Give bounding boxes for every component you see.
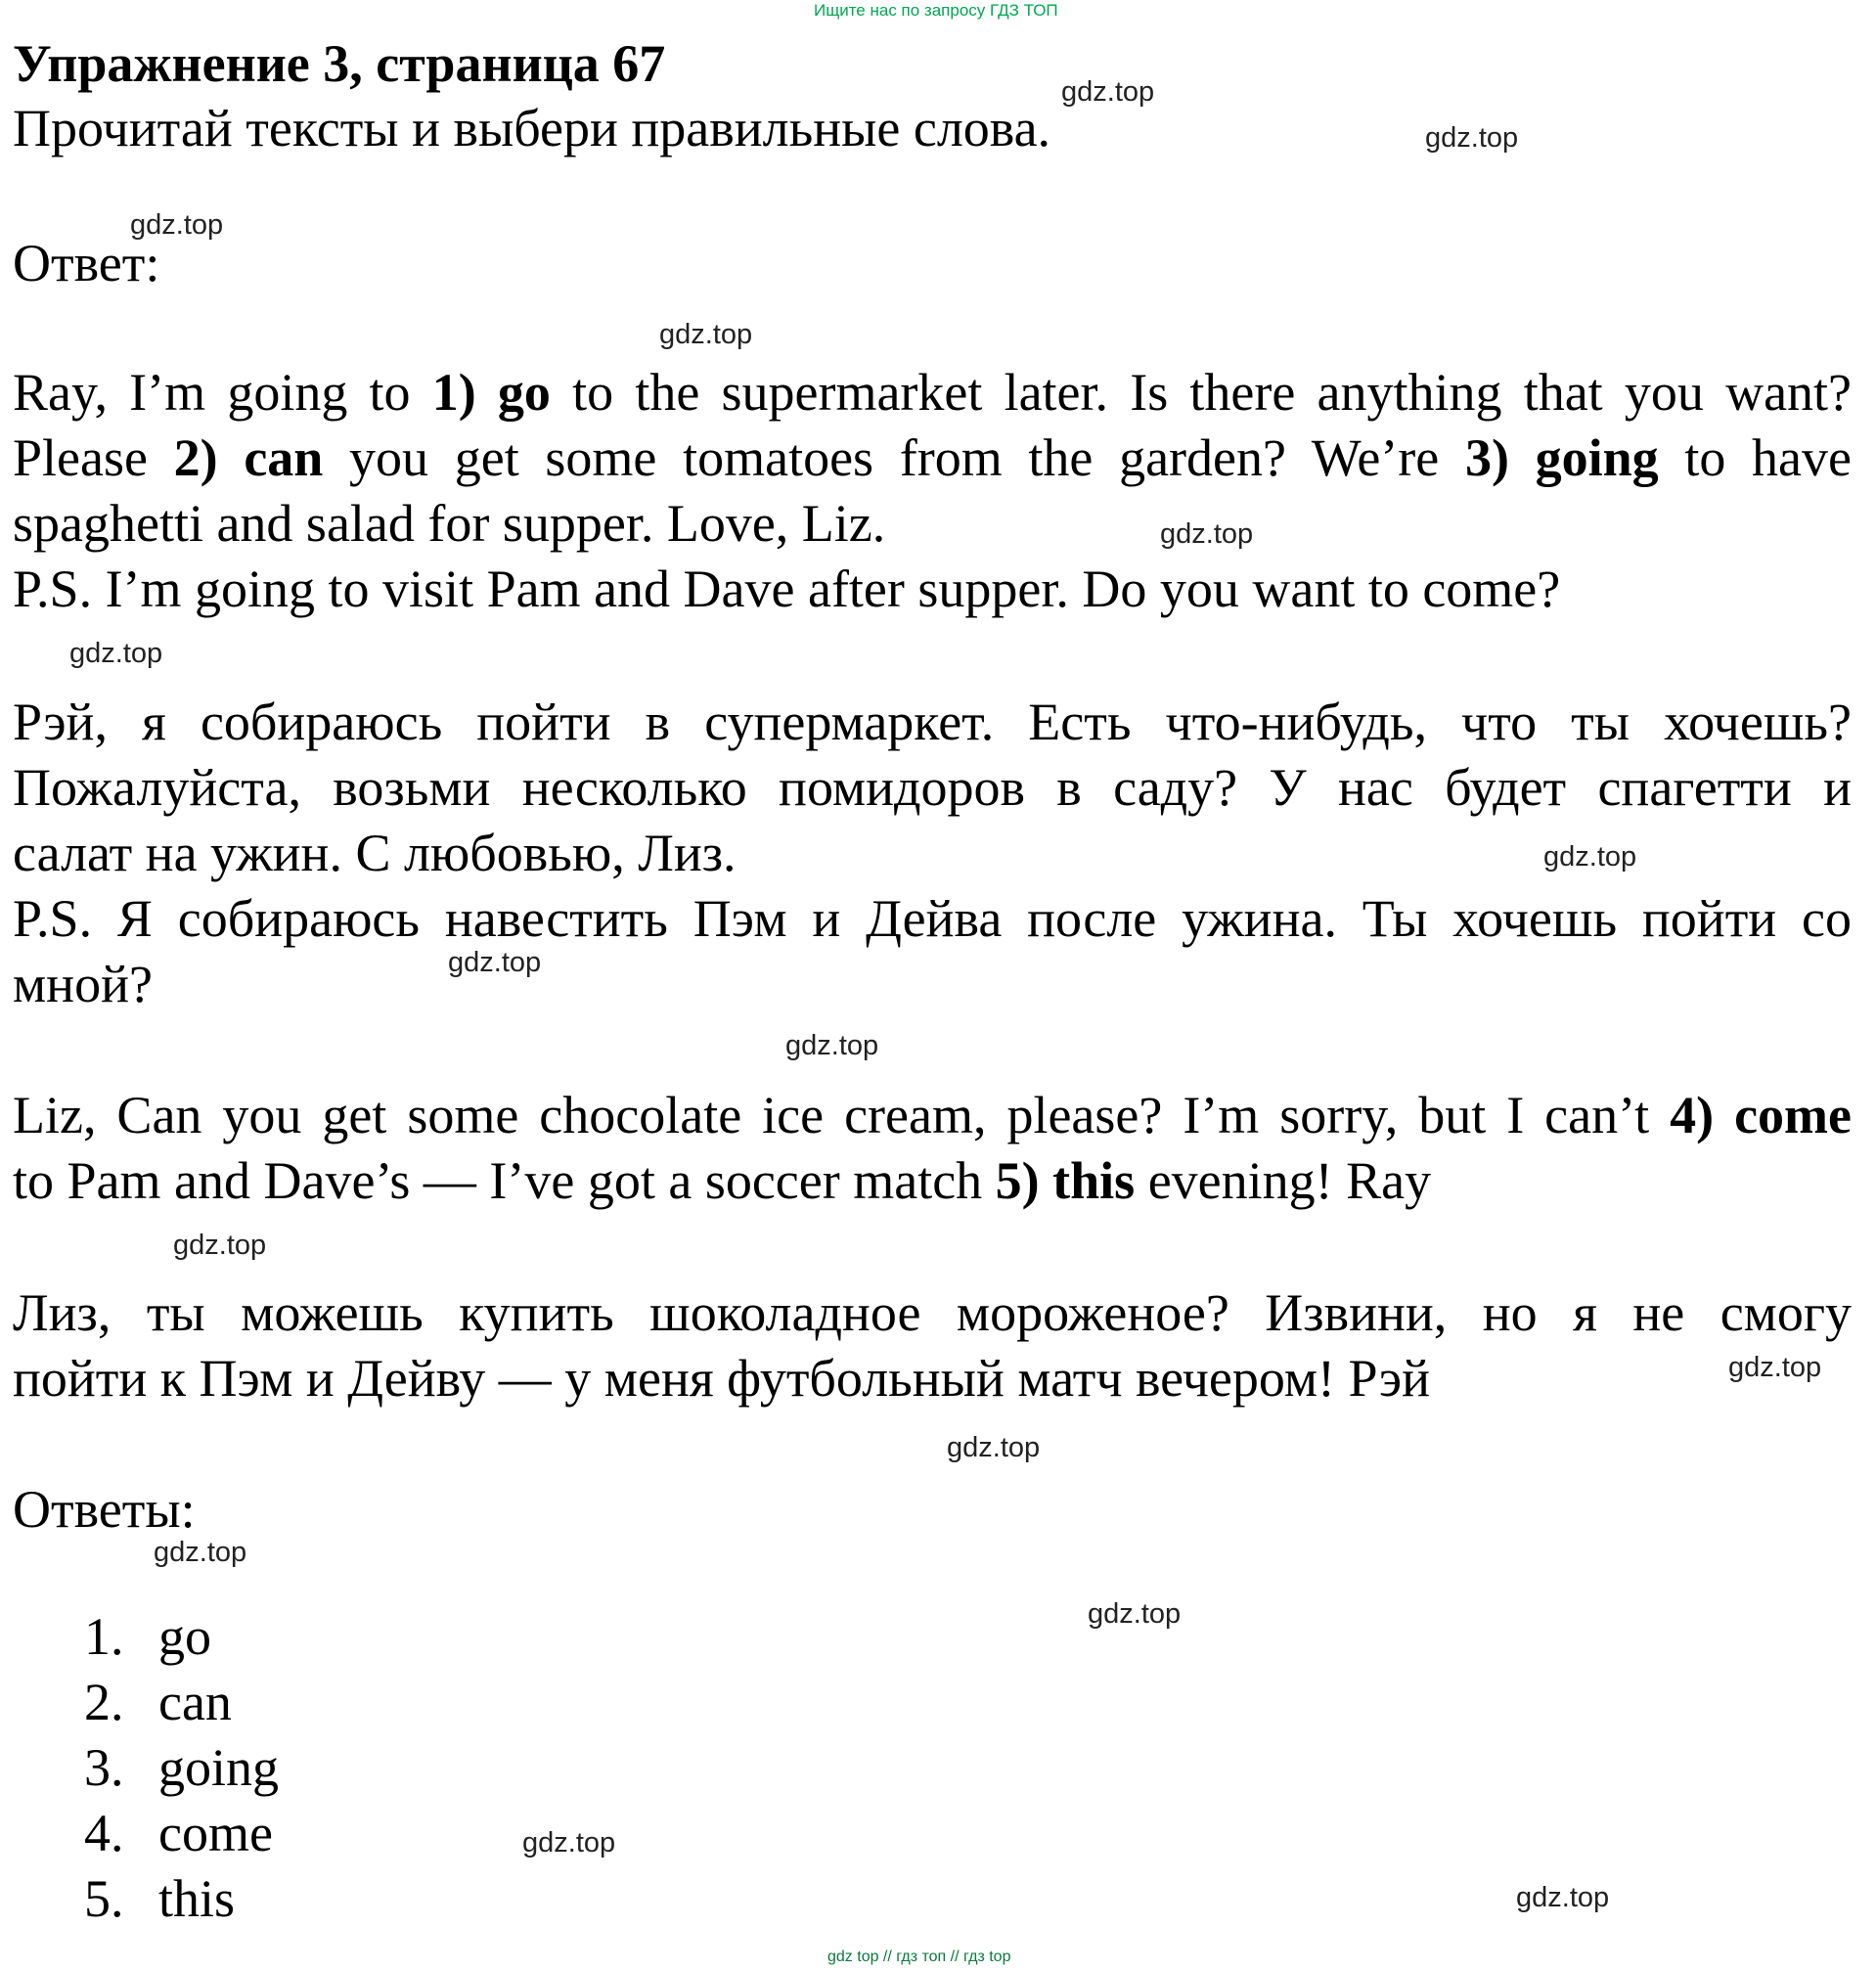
watermark: gdz.top xyxy=(173,1230,267,1261)
note-2-line-1: Liz, Can you get some chocolate ice cream, please? I’m sorry, but I can’t 4) come xyxy=(13,1086,1852,1144)
watermark: gdz.top xyxy=(1088,1598,1182,1630)
answer-item: 4. come xyxy=(84,1804,273,1862)
note-1-ru-line-4: P.S. Я собираюсь навестить Пэм и Дейва после ужина. Ты хочешь пойти со xyxy=(13,889,1852,948)
note-1-ru-line-1: Рэй, я собираюсь пойти в супермаркет. Есть что-нибудь, что ты хочешь? xyxy=(13,693,1852,751)
top-banner: Ищите нас по запросу ГДЗ ТОП xyxy=(814,1,1058,20)
watermark: gdz.top xyxy=(1160,518,1254,550)
note-1-ru-line-5: мной? xyxy=(13,955,153,1013)
watermark: gdz.top xyxy=(659,319,753,350)
instruction-text: Прочитай тексты и выбери правильные слова. xyxy=(13,99,1051,157)
answer-item: 2. can xyxy=(84,1673,232,1731)
gap-answer-5: 5) this xyxy=(995,1151,1136,1210)
note-1-line-2: Please 2) can you get some tomatoes from the garden? We’re 3) going to have xyxy=(13,428,1852,487)
footer-text: gdz top // гдз топ // гдз top xyxy=(827,1949,1011,1965)
note-2-russian xyxy=(13,1280,1852,1411)
watermark: gdz.top xyxy=(522,1827,616,1859)
watermark: gdz.top xyxy=(785,1030,879,1061)
answer-label: Ответ: xyxy=(13,234,160,292)
watermark: gdz.top xyxy=(1516,1882,1610,1913)
gap-answer-4: 4) come xyxy=(1670,1086,1852,1144)
note-1-ru-line-2: Пожалуйста, возьми несколько помидоров в саду? У нас будет спагетти и xyxy=(13,758,1852,817)
note-1-line-3: spaghetti and salad for supper. Love, Liz. xyxy=(13,494,886,553)
watermark: gdz.top xyxy=(130,209,224,241)
answers-label: Ответы: xyxy=(13,1480,196,1539)
note-2-line-2: to Pam and Dave’s — I’ve got a soccer match 5) this evening! Ray xyxy=(13,1151,1432,1210)
note-2-english xyxy=(13,1083,1852,1214)
note-1-line-1: Ray, I’m going to 1) go to the supermarket later. Is there anything that you want? xyxy=(13,363,1853,422)
page-title: Упражнение 3, страница 67 xyxy=(13,34,666,93)
note-1-ru-line-3: салат на ужин. С любовью, Лиз. xyxy=(13,824,737,882)
answer-item: 3. going xyxy=(84,1738,280,1797)
note-2-ru-line-2: пойти к Пэм и Дейву — у меня футбольный матч вечером! Рэй xyxy=(13,1349,1430,1408)
watermark: gdz.top xyxy=(69,638,163,669)
gap-answer-1: 1) go xyxy=(431,363,551,422)
gap-answer-2: 2) can xyxy=(173,428,324,487)
watermark: gdz.top xyxy=(1728,1352,1822,1383)
answer-item: 1. go xyxy=(84,1607,211,1666)
watermark: gdz.top xyxy=(154,1537,247,1568)
note-2-ru-line-1: Лиз, ты можешь купить шоколадное мороженое? Извини, но я не смогу xyxy=(13,1283,1852,1342)
note-1-line-4: P.S. I’m going to visit Pam and Dave after supper. Do you want to come? xyxy=(13,560,1561,618)
note-1-english xyxy=(13,360,1852,622)
watermark: gdz.top xyxy=(947,1432,1041,1463)
watermark: gdz.top xyxy=(448,947,542,978)
answer-item: 5. this xyxy=(84,1869,236,1928)
answers-list xyxy=(84,1604,279,1932)
watermark: gdz.top xyxy=(1543,841,1637,873)
watermark: gdz.top xyxy=(1061,76,1155,108)
watermark: gdz.top xyxy=(1425,122,1519,154)
gap-answer-3: 3) going xyxy=(1464,428,1659,487)
